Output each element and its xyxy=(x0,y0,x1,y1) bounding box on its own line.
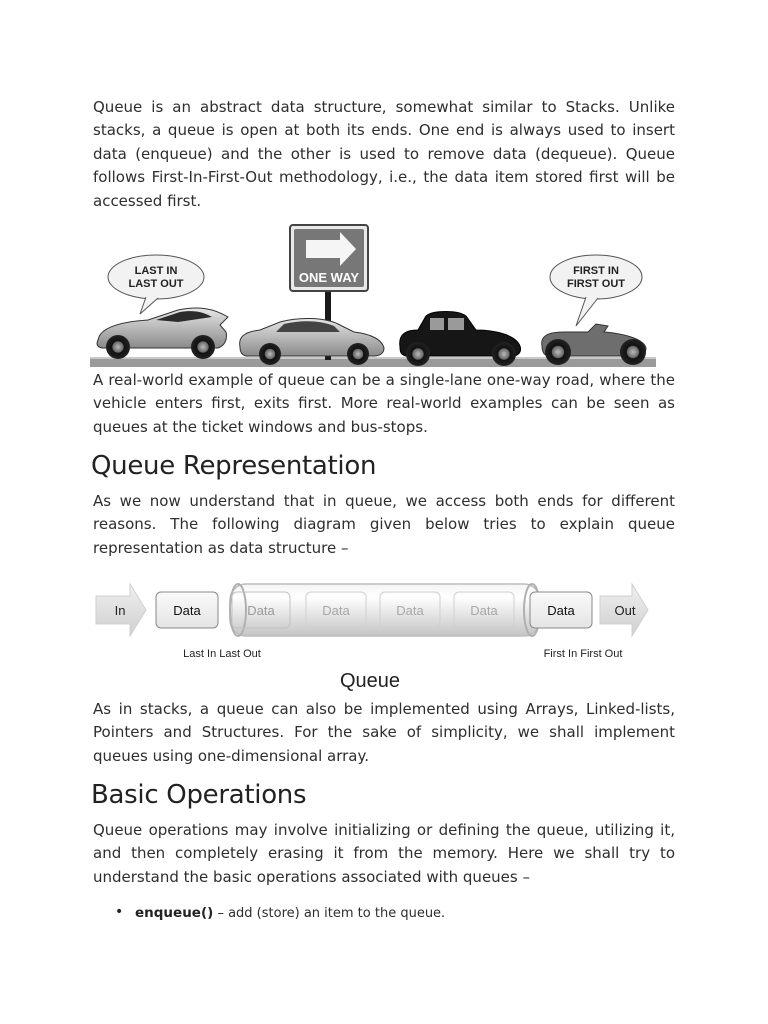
in-label: In xyxy=(114,603,126,618)
left-bubble-line2: LAST OUT xyxy=(128,278,184,290)
out-label: Out xyxy=(614,603,636,618)
intro-paragraph: Queue is an abstract data structure, somewhat similar to Stacks. Unlike stacks, a queue is open at both its ends. One end is always used to insert data (enqueue) and the other is used to remove data (dequeue). Queue follows First-In-First-Out methodology, i.e., the data item stored first will be accessed first. xyxy=(93,98,675,210)
right-bubble-line1: FIRST IN xyxy=(573,265,619,277)
queue-cell-3-label: Data xyxy=(396,603,424,618)
basic-operations-heading: Basic Operations xyxy=(91,780,307,810)
operation-description: – add (store) an item to the queue. xyxy=(213,906,446,921)
representation-paragraph: As we now understand that in queue, we access both ends for different reasons. The following diagram given below tries to explain queue representation as data structure – xyxy=(93,492,675,557)
queue-diagram-title: Queue xyxy=(339,670,401,692)
left-bubble-line1: LAST IN xyxy=(134,265,178,277)
operations-list xyxy=(115,905,445,921)
queue-diagram xyxy=(92,578,652,696)
last-in-last-out-bubble xyxy=(108,255,204,314)
right-bubble-line2: FIRST OUT xyxy=(566,278,626,290)
queue-cell-enter-label: Data xyxy=(173,603,201,618)
queue-cell-4-label: Data xyxy=(470,603,498,618)
list-item xyxy=(115,905,445,921)
first-in-first-out-caption: First In First Out xyxy=(543,648,623,660)
sports-car xyxy=(97,308,228,359)
operations-paragraph: Queue operations may involve initializing or defining the queue, utilizing it, and then completely erasing it from the memory. Here we shall try to understand the basic operations associated with queues – xyxy=(93,821,675,886)
queue-cell-1-label: Data xyxy=(247,603,275,618)
sign-text: ONE WAY xyxy=(298,270,360,285)
implementation-paragraph: As in stacks, a queue can also be implemented using Arrays, Linked-lists, Pointers and Structures. For the sake of simplicity, we shall implement queues using one-dimensional array. xyxy=(93,700,675,765)
queue-representation-heading: Queue Representation xyxy=(91,451,377,481)
one-way-road-illustration xyxy=(88,222,658,372)
queue-cell-2-label: Data xyxy=(322,603,350,618)
queue-cell-exit-label: Data xyxy=(547,603,575,618)
example-paragraph: A real-world example of queue can be a single-lane one-way road, where the vehicle enters first, exits first. More real-world examples can be seen as queues at the ticket windows and bus-stops. xyxy=(93,371,675,436)
operation-name: enqueue() xyxy=(135,905,214,921)
first-in-first-out-bubble xyxy=(550,255,642,326)
last-in-last-out-caption: Last In Last Out xyxy=(183,648,261,660)
